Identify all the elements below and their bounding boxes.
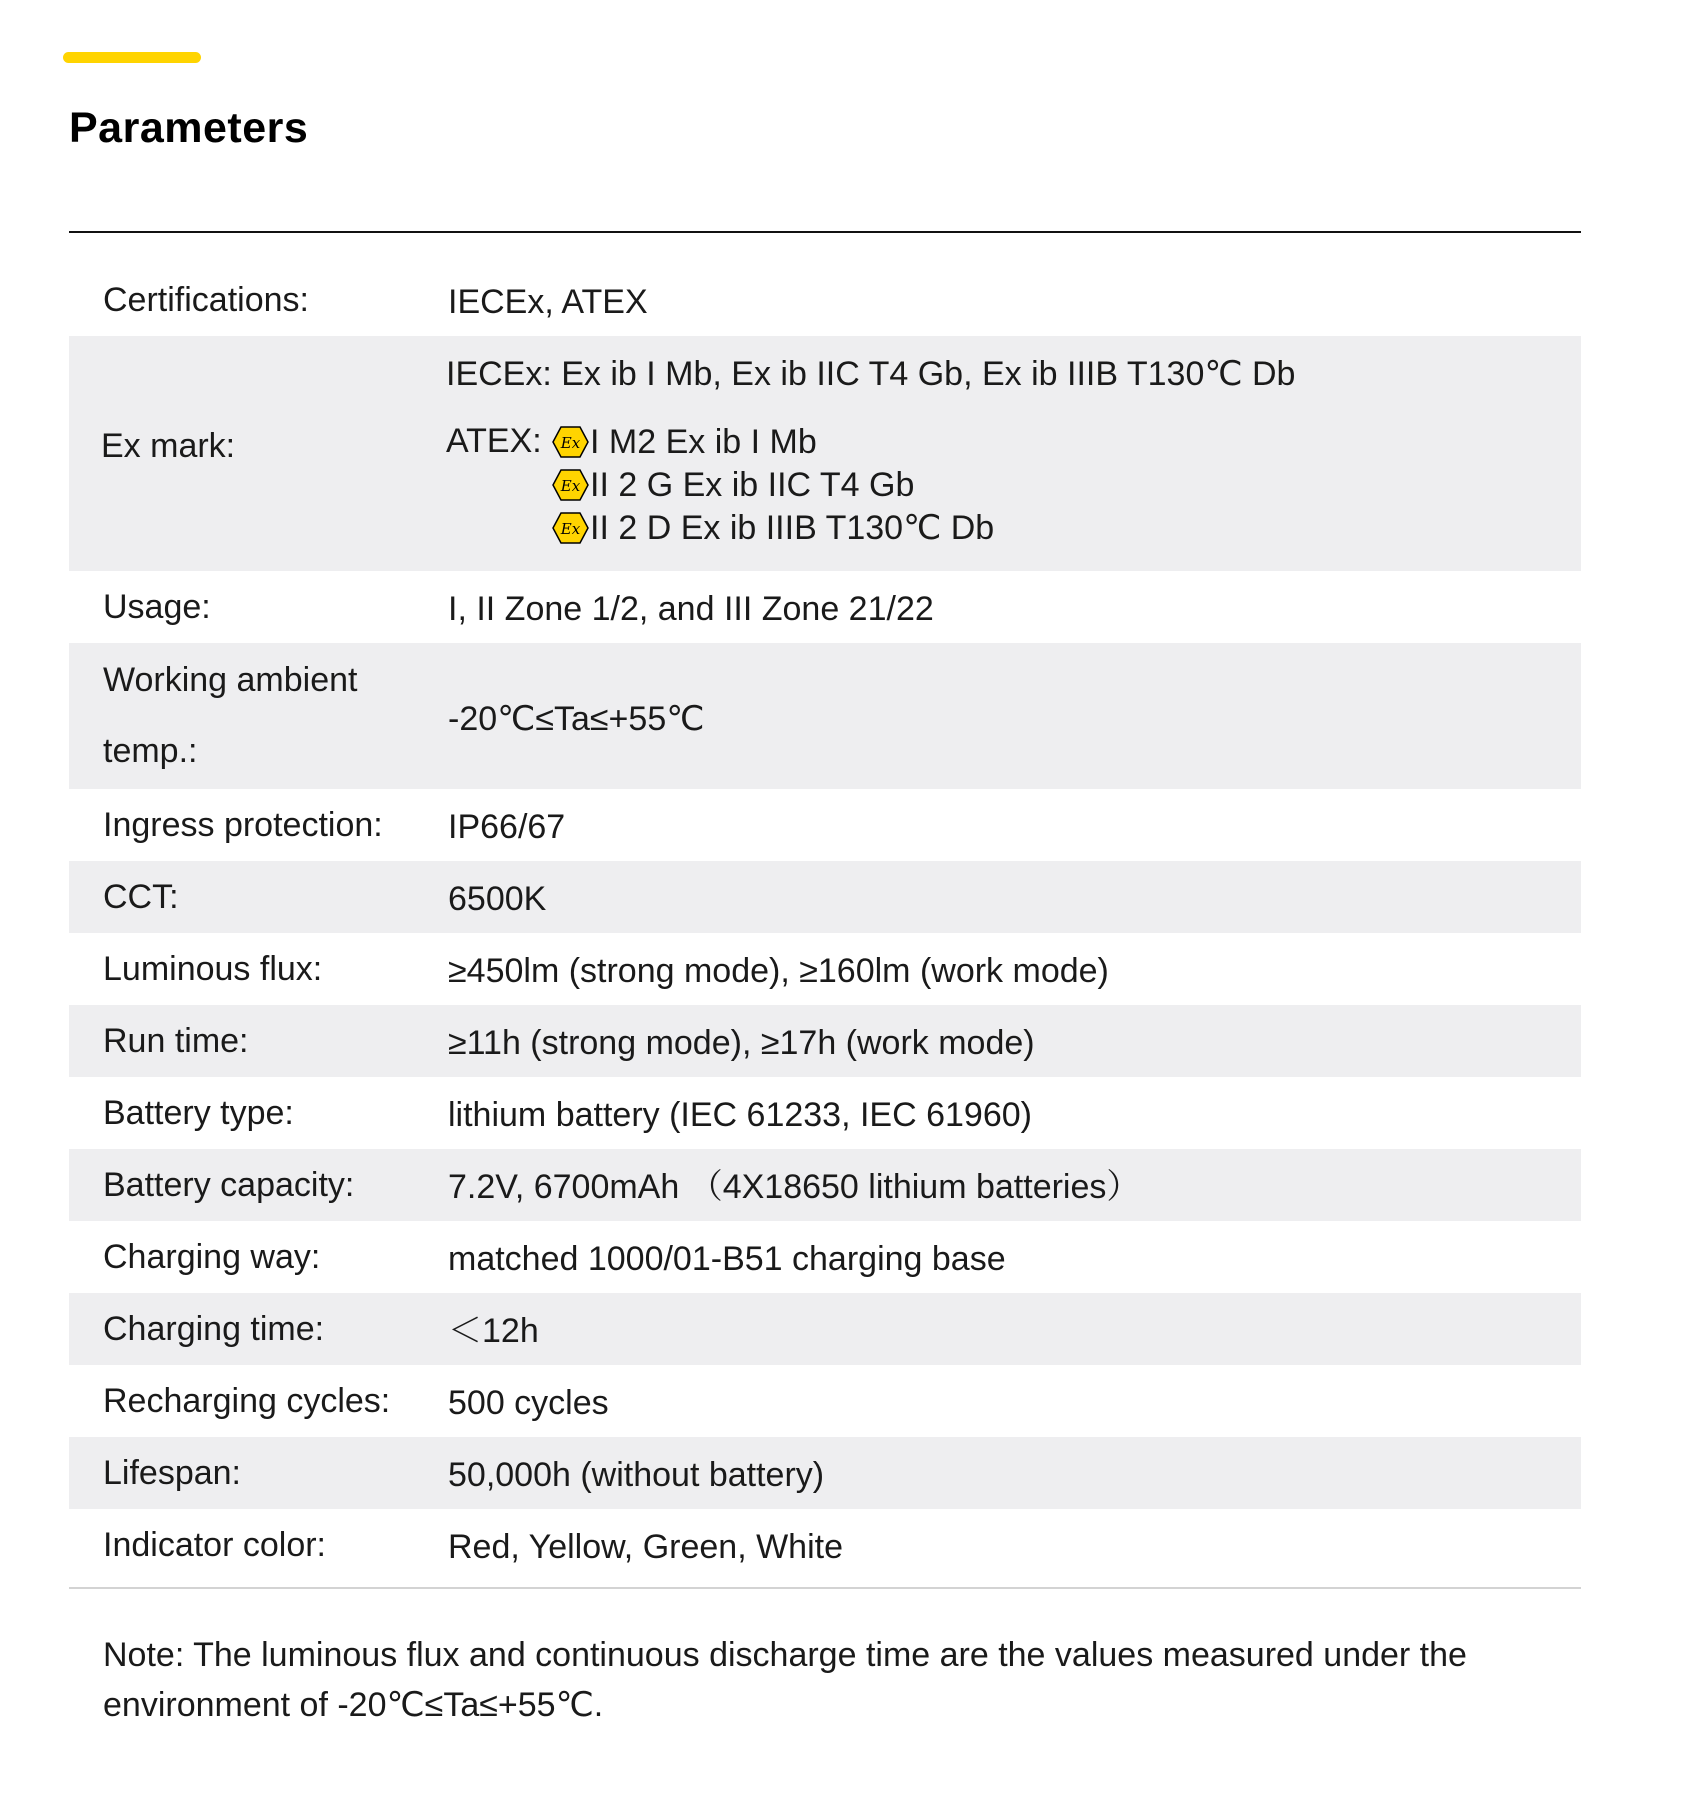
atex-line: [552, 464, 994, 507]
accent-bar: [63, 52, 201, 63]
ex-hexagon-icon: [552, 512, 589, 544]
param-value: 6500K: [448, 879, 547, 918]
param-value: 7.2V, 6700mAh （4X18650 lithium batteries）: [448, 1167, 1141, 1206]
atex-line-text: II 2 G Ex ib IIC T4 Gb: [590, 465, 915, 504]
param-value: ＜12h: [448, 1311, 539, 1350]
atex-label: ATEX:: [446, 421, 542, 460]
top-divider: [69, 231, 1581, 233]
param-row-usage: [69, 571, 1581, 643]
param-label: Ingress protection:: [103, 805, 383, 844]
svg-text:Ex: Ex: [560, 477, 581, 496]
param-label: Certifications:: [103, 280, 309, 319]
param-label: Luminous flux:: [103, 949, 323, 988]
param-label: Run time:: [103, 1021, 249, 1060]
parameters-table: [69, 264, 1581, 1581]
atex-line-text: II 2 D Ex ib IIIB T130℃ Db: [590, 508, 995, 547]
param-label: Charging time:: [103, 1309, 325, 1348]
param-label: Battery type:: [103, 1093, 294, 1132]
param-row-working-temp: [69, 643, 1581, 789]
param-value: I, II Zone 1/2, and III Zone 21/22: [448, 589, 934, 628]
param-label: Lifespan:: [103, 1453, 241, 1492]
svg-text:Ex: Ex: [560, 520, 581, 539]
param-row-certifications: [69, 264, 1581, 336]
param-value: 500 cycles: [448, 1383, 609, 1422]
param-row-lifespan: [69, 1437, 1581, 1509]
param-label: Recharging cycles:: [103, 1381, 391, 1420]
param-value: ≥450lm (strong mode), ≥160lm (work mode): [448, 951, 1109, 990]
bottom-divider: [69, 1587, 1581, 1589]
atex-mark: [446, 421, 1581, 550]
footnote: Note: The luminous flux and continuous discharge time are the values measured under the environment of -20℃≤Ta≤+55℃.: [103, 1636, 1467, 1724]
ex-hexagon-icon: [552, 426, 589, 458]
atex-line: [552, 507, 994, 550]
param-value: ≥11h (strong mode), ≥17h (work mode): [448, 1023, 1035, 1062]
param-value: Red, Yellow, Green, White: [448, 1527, 844, 1566]
param-row-battery-capacity: [69, 1149, 1581, 1221]
param-label: Working ambient temp.:: [103, 661, 358, 770]
param-row-charging-way: [69, 1221, 1581, 1293]
svg-text:Ex: Ex: [560, 434, 581, 453]
param-row-charging-time: [69, 1293, 1581, 1365]
param-value: lithium battery (IEC 61233, IEC 61960): [448, 1095, 1032, 1134]
param-row-indicator-color: [69, 1509, 1581, 1581]
param-value: IP66/67: [448, 807, 566, 846]
param-row-cct: [69, 861, 1581, 933]
param-row-ingress-protection: [69, 789, 1581, 861]
ex-mark-value: [446, 336, 1581, 571]
atex-line-text: I M2 Ex ib I Mb: [590, 422, 817, 461]
param-value: matched 1000/01-B51 charging base: [448, 1239, 1006, 1278]
param-label: Ex mark:: [101, 427, 236, 466]
param-row-recharging-cycles: [69, 1365, 1581, 1437]
param-row-battery-type: [69, 1077, 1581, 1149]
param-label: Indicator color:: [103, 1525, 326, 1564]
atex-line: [552, 421, 994, 464]
param-label: Battery capacity:: [103, 1165, 355, 1204]
param-row-luminous-flux: [69, 933, 1581, 1005]
ex-hexagon-icon: [552, 469, 589, 501]
param-label: Charging way:: [103, 1237, 321, 1276]
iecex-mark: IECEx: Ex ib I Mb, Ex ib IIC T4 Gb, Ex ib IIIB T130℃ Db: [446, 355, 1296, 393]
param-label: Usage:: [103, 587, 211, 626]
param-row-ex-mark: [69, 336, 1581, 571]
param-value: -20℃≤Ta≤+55℃: [448, 699, 705, 738]
param-value: IECEx, ATEX: [448, 282, 648, 321]
atex-lines: [552, 421, 994, 550]
param-label: CCT:: [103, 877, 179, 916]
page-title: Parameters: [69, 104, 309, 152]
param-row-run-time: [69, 1005, 1581, 1077]
param-value: 50,000h (without battery): [448, 1455, 825, 1494]
